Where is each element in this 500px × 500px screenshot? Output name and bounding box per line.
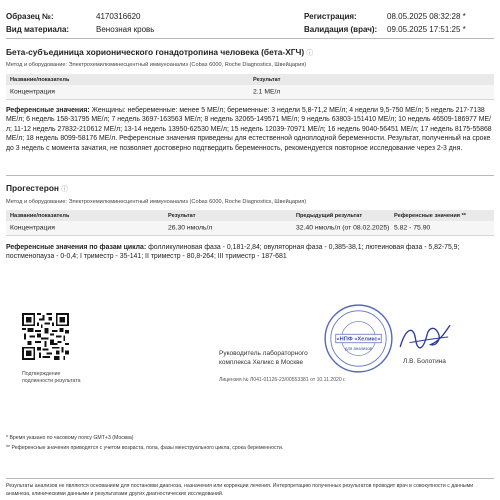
progesterone-title: [6, 183, 68, 194]
sample-number-value: 4170316620: [96, 12, 141, 21]
lab-head-line1: Руководитель лабораторного: [219, 350, 308, 357]
qr-code-icon[interactable]: [22, 313, 69, 360]
material-value: Венозная кровь: [96, 25, 155, 34]
table-row: [6, 85, 494, 100]
prog-row-prev: 32.40 нмоль/л (от 08.02.2025): [296, 224, 390, 232]
hcg-col-name: Название/показатель: [10, 76, 70, 83]
footnote-time: * Время указано по часовому поясу GMT+3 (Москва): [6, 435, 134, 441]
info-circle-icon[interactable]: ⓘ: [306, 50, 314, 57]
hcg-reference-values: [6, 106, 494, 153]
disclaimer: Результаты анализов не являются основанием для постановки диагноза, назначения или коррекции лечения. Интерпретацию полученных результатов проводит врач в совокупности с данными анамнеза, клиническими данными и результатами других диагностических исследований.: [6, 483, 474, 497]
stamp-text: «НПФ «Хеликс»: [336, 336, 381, 343]
handwritten-signature-icon: [396, 318, 454, 356]
material-label: Вид материала:: [6, 25, 70, 34]
prog-col-prev: Предыдущий результат: [296, 212, 363, 219]
table-row: [6, 221, 494, 236]
registration-value: 08.05.2025 08:32:28 *: [387, 12, 466, 21]
info-circle-icon[interactable]: ⓘ: [61, 186, 68, 193]
hcg-row-result: 2.1 МЕ/л: [253, 88, 281, 96]
license-text: Лицензия № Л041-01126-23/00553381 от 10.11.2020 г.: [219, 377, 346, 383]
hcg-ref-text: Женщины: небеременные: менее 5 МЕ/л; беременные: 3 недели 5,8-71,2 МЕ/л; 4 недели 9,5-750 МЕ/л; 5 недель 217-7138 МЕ/л; 6 недель 158-31795 МЕ/л; 7 недель 3697-163563 МЕ/л; 8 недель 32065-149571 МЕ/л; 9 недель 63803-151410 МЕ/л; 10 недель 46509-186977 МЕ/л; 11-12 недель 27832-210612 МЕ/л; 13-14 недель 13950-62530 МЕ/л; 15 недель 12039-70971 МЕ/л; 16 недель 9040-56451 МЕ/л; 17 недель 8175-55868 МЕ/л; 18 недель 8099-58176 МЕ/л. Референсные значения приведены для естественной одноплодной беременности. Результат, полученный на сроке до 3 недель с момента зачатия, не позволяет достоверно подтвердить беременность, рекомендуется повторное исследование через 2-3 дня.: [6, 107, 492, 152]
progesterone-table: [6, 210, 494, 236]
progesterone-title-text: Прогестерон: [6, 183, 59, 193]
hcg-row-name: Концентрация: [10, 88, 55, 96]
footnote-reference: ** Референсные значения приводятся с учетом возраста, пола, фазы менструального цикла, срока беременности.: [6, 445, 284, 451]
lab-head-block: [219, 349, 308, 367]
qr-caption-line1: Подтверждение: [22, 371, 61, 377]
company-stamp-icon: [323, 303, 394, 374]
hcg-title-text: Бета-субъединица хорионического гонадотропина человека (бета-ХГЧ): [6, 47, 305, 57]
progesterone-table-header: [6, 210, 494, 221]
signatory-name: Л.В. Болотина: [403, 358, 446, 365]
footer-divider: [6, 478, 494, 479]
prog-ref-text: фолликулиновая фаза - 0,181-2,84; овуляторная фаза - 0,385-38,1; лютеиновая фаза - 5,82-75,9; постменопауза - 0-0,4; I триместр - 35-141; II триместр - 80,8-264; III триместр - 187-681: [6, 244, 460, 261]
validation-label: Валидация (врач):: [304, 25, 378, 34]
sample-number-label: Образец №:: [6, 12, 54, 21]
validation-value: 09.05.2025 17:51:25 *: [387, 25, 466, 34]
hcg-ref-label: Референсные значения:: [6, 107, 90, 114]
stamp-subtext: для анализов: [345, 345, 372, 351]
footnotes: [6, 433, 283, 453]
progesterone-method: Метод и оборудование: Электрохемилюминесцентный иммуноанализ (Cobas 6000, Roche Diagnostics, Швейцария): [6, 199, 307, 205]
prog-col-name: Название/показатель: [10, 212, 70, 219]
progesterone-reference-values: [6, 243, 494, 262]
lab-head-line2: комплекса Хеликс в Москве: [219, 359, 304, 366]
hcg-table-header: [6, 74, 494, 85]
hcg-col-result: Результат: [253, 76, 281, 83]
hcg-method: Метод и оборудование: Электрохемилюминесцентный иммуноанализ (Cobas 6000, Roche Diagnostics, Швейцария): [6, 62, 307, 68]
prog-row-ref: 5.82 - 75.90: [394, 224, 431, 232]
prog-row-result: 26.30 нмоль/л: [168, 224, 213, 232]
hcg-table: [6, 74, 494, 100]
prog-row-name: Концентрация: [10, 224, 55, 232]
prog-col-ref: Референсные значения **: [394, 212, 466, 219]
qr-caption-line2: подлинности результата: [22, 378, 81, 384]
sample-header: [6, 10, 494, 36]
header-divider: [6, 38, 494, 39]
qr-caption: [22, 371, 81, 385]
section-divider: [6, 175, 494, 176]
registration-label: Регистрация:: [304, 12, 357, 21]
hcg-title: [6, 47, 313, 58]
prog-ref-label: Референсные значения по фазам цикла:: [6, 244, 147, 251]
prog-col-result: Результат: [168, 212, 196, 219]
